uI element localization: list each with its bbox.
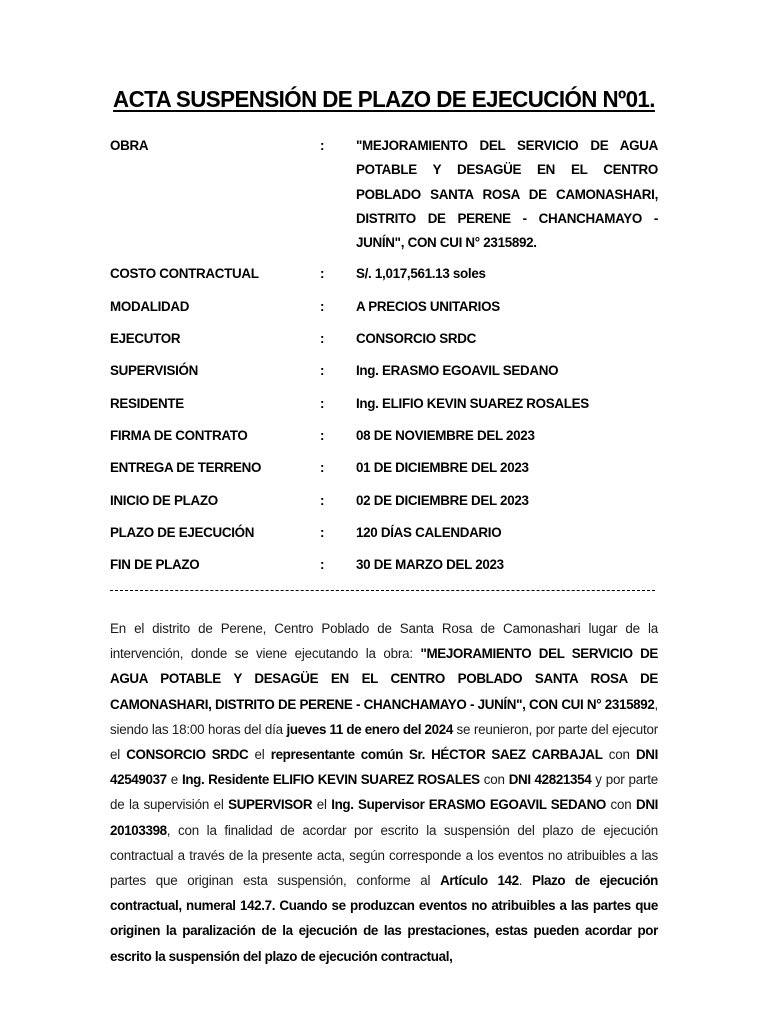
paragraph-segment-bold: Ing. Residente ELIFIO KEVIN SUAREZ ROSALES (181, 772, 480, 788)
field-value: 30 DE MARZO DEL 2023 (356, 557, 504, 573)
field-colon: : (320, 138, 325, 153)
field-value: CONSORCIO SRDC (356, 331, 477, 347)
field-value: 120 DÍAS CALENDARIO (356, 524, 502, 540)
field-colon: : (320, 363, 325, 379)
project-fields (110, 134, 658, 577)
paragraph-segment: . (518, 873, 533, 889)
paragraph-segment-bold: SUPERVISOR (228, 797, 313, 813)
field-label: PLAZO DE EJECUCIÓN (110, 524, 255, 540)
field-value: 08 DE NOVIEMBRE DEL 2023 (356, 427, 535, 443)
field-residente (110, 392, 658, 416)
field-firma-de-contrato (110, 424, 658, 448)
paragraph-segment-bold: DNI 42821354 (508, 772, 592, 788)
paragraph-segment-bold: CONSORCIO SRDC (126, 747, 249, 763)
field-label: RESIDENTE (110, 395, 184, 411)
field-label: MODALIDAD (110, 298, 190, 314)
paragraph-segment: e (166, 772, 182, 788)
dashed-separator (110, 590, 655, 591)
paragraph-segment: , con la finalidad de acordar por escrito la suspensión del plazo de ejecución contractual a través de la presente acta, según corresponde a los eventos no atribuibles a las partes que originan esta suspensión, conforme al (110, 822, 658, 889)
field-label: FIRMA DE CONTRATO (110, 427, 248, 443)
field-colon: : (320, 395, 325, 411)
paragraph-segment: con (602, 747, 636, 763)
paragraph-segment-bold: Ing. Supervisor ERASMO EGOAVIL SEDANO (331, 797, 606, 813)
field-modalidad (110, 295, 658, 319)
field-colon: : (320, 427, 325, 443)
field-value: 02 DE DICIEMBRE DEL 2023 (356, 492, 529, 508)
paragraph-segment-bold: jueves 11 de enero del 2024 (286, 721, 453, 737)
field-value: "MEJORAMIENTO DEL SERVICIO DE AGUA POTABLE Y DESAGÜE EN EL CENTRO POBLADO SANTA ROSA DE CAMONASHARI, DISTRITO DE PERENE - CHANCHAMAYO - JUNÍN", CON CUI N° 2315892. (356, 138, 658, 251)
field-label: EJECUTOR (110, 331, 181, 347)
field-colon: : (320, 524, 325, 540)
document-title: ACTA SUSPENSIÓN DE PLAZO DE EJECUCIÓN Nº01. (113, 86, 655, 112)
field-label: OBRA (110, 138, 149, 153)
paragraph-segment-bold: DNI 42549037 (110, 747, 658, 788)
field-colon: : (320, 557, 325, 573)
paragraph-segment-bold: "MEJORAMIENTO DEL SERVICIO DE AGUA POTABLE Y DESAGÜE EN EL CENTRO POBLADO SANTA ROSA DE CAMONASHARI, DISTRITO DE PERENE - CHANCHAMAYO - JUNÍN", CON CUI N° 2315892 (110, 646, 659, 712)
field-colon: : (320, 460, 325, 476)
field-value: A PRECIOS UNITARIOS (356, 298, 500, 314)
field-plazo-de-ejecucion (110, 521, 658, 545)
field-label: ENTREGA DE TERRENO (110, 460, 262, 476)
field-label: SUPERVISIÓN (110, 363, 198, 379)
field-value: Ing. ERASMO EGOAVIL SEDANO (356, 363, 559, 379)
field-colon: : (320, 298, 325, 314)
field-obra (110, 134, 658, 255)
body-paragraph (110, 616, 658, 969)
field-value: Ing. ELIFIO KEVIN SUAREZ ROSALES (356, 395, 589, 411)
paragraph-segment: el (312, 797, 332, 813)
field-ejecutor (110, 327, 658, 351)
field-value: 01 DE DICIEMBRE DEL 2023 (356, 460, 529, 476)
paragraph-segment: En el distrito de Perene, Centro Poblado de Santa Rosa de Camonashari lugar de la intervención, donde se viene ejecutando la obra: (110, 621, 658, 662)
field-value: S/. 1,017,561.13 soles (356, 266, 486, 282)
paragraph-segment: y por parte de la supervisión el (110, 772, 658, 813)
paragraph-segment: con (605, 797, 636, 813)
paragraph-segment-bold: representante común Sr. HÉCTOR SAEZ CARBAJAL (270, 747, 603, 763)
paragraph-segment-bold: DNI 20103398 (110, 797, 659, 838)
field-label: INICIO DE PLAZO (110, 492, 218, 508)
paragraph-segment-bold: Plazo de ejecución contractual, numeral 142.7. Cuando se produzcan eventos no atribuibles a las partes que originen la paralización de la ejecución de las prestaciones, estas pueden acordar por escrito la suspensión del plazo de ejecución contractual, (110, 873, 658, 964)
paragraph-segment: se reunieron, por parte del ejecutor el (110, 721, 658, 763)
field-costo-contractual (110, 262, 658, 286)
field-inicio-de-plazo (110, 489, 658, 513)
field-label: FIN DE PLAZO (110, 557, 200, 573)
field-label: COSTO CONTRACTUAL (110, 266, 259, 282)
paragraph-segment: el (248, 747, 271, 763)
field-colon: : (320, 266, 325, 282)
field-colon: : (320, 492, 325, 508)
field-entrega-de-terreno (110, 456, 658, 480)
field-colon: : (320, 331, 325, 347)
paragraph-segment: , siendo las 18:00 horas del día (110, 696, 658, 737)
paragraph-segment: con (479, 772, 509, 788)
field-fin-de-plazo (110, 553, 658, 577)
paragraph-segment-bold: Artículo 142 (440, 873, 519, 889)
field-supervision (110, 359, 658, 383)
